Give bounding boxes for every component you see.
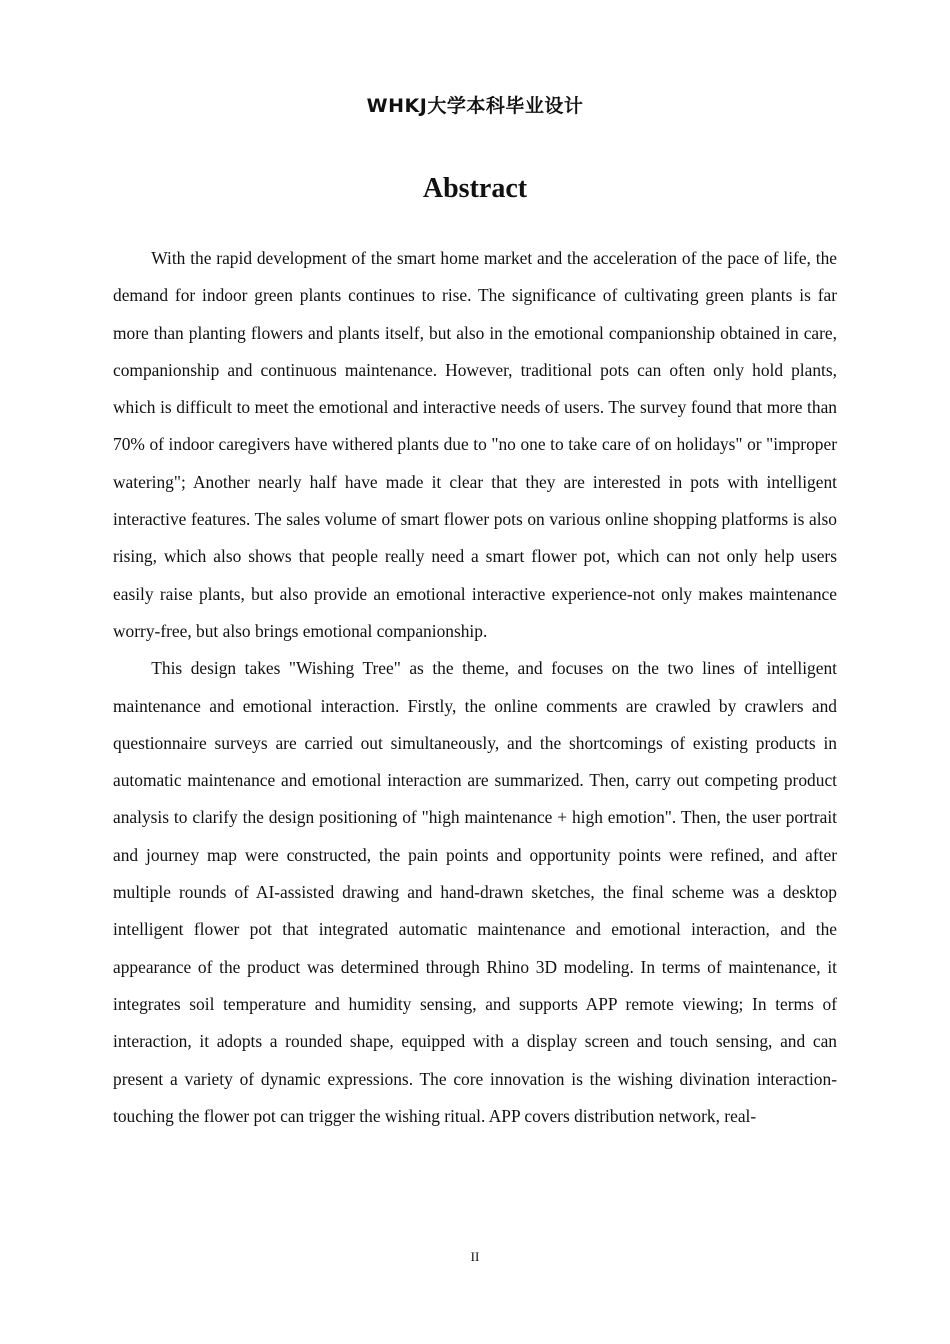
page-number: II — [470, 1249, 480, 1264]
abstract-body — [113, 240, 837, 1135]
abstract-paragraph-1: With the rapid development of the smart home market and the acceleration of the pace of life, the demand for indoor green plants continues to rise. The significance of cultivating green plants is far more than planting flowers and plants itself, but also in the emotional companionship obtained in care, companionship and continuous maintenance. However, traditional pots can often only hold plants, which is difficult to meet the emotional and interactive needs of users. The survey found that more than 70% of indoor caregivers have withered plants due to "no one to take care of on holidays" or "improper watering"; Another nearly half have made it clear that they are interested in pots with intelligent interactive features. The sales volume of smart flower pots on various online shopping platforms is also rising, which also shows that people really need a smart flower pot, which can not only help users easily raise plants, but also provide an emotional interactive experience-not only makes maintenance worry-free, but also brings emotional companionship. — [113, 248, 837, 641]
abstract-paragraph-2: This design takes "Wishing Tree" as the theme, and focuses on the two lines of intelligent maintenance and emotional interaction. Firstly, the online comments are crawled by crawlers and questionnaire surveys are carried out simultaneously, and the shortcomings of existing products in automatic maintenance and emotional interaction are summarized. Then, carry out competing product analysis to clarify the design positioning of "high maintenance + high emotion". Then, the user portrait and journey map were constructed, the pain points and opportunity points were refined, and after multiple rounds of AI-assisted drawing and hand-drawn sketches, the final scheme was a desktop intelligent flower pot that integrated automatic maintenance and emotional interaction, and the appearance of the product was determined through Rhino 3D modeling. In terms of maintenance, it integrates soil temperature and humidity sensing, and supports APP remote viewing; In terms of interaction, it adopts a rounded shape, equipped with a display screen and touch sensing, and can present a variety of dynamic expressions. The core innovation is the wishing divination interaction-touching the flower pot can trigger the wishing ritual. APP covers distribution network, real- — [113, 658, 837, 1126]
abstract-title: Abstract — [422, 173, 528, 204]
page-header: WHKJ大学本科毕业设计 — [366, 95, 584, 117]
